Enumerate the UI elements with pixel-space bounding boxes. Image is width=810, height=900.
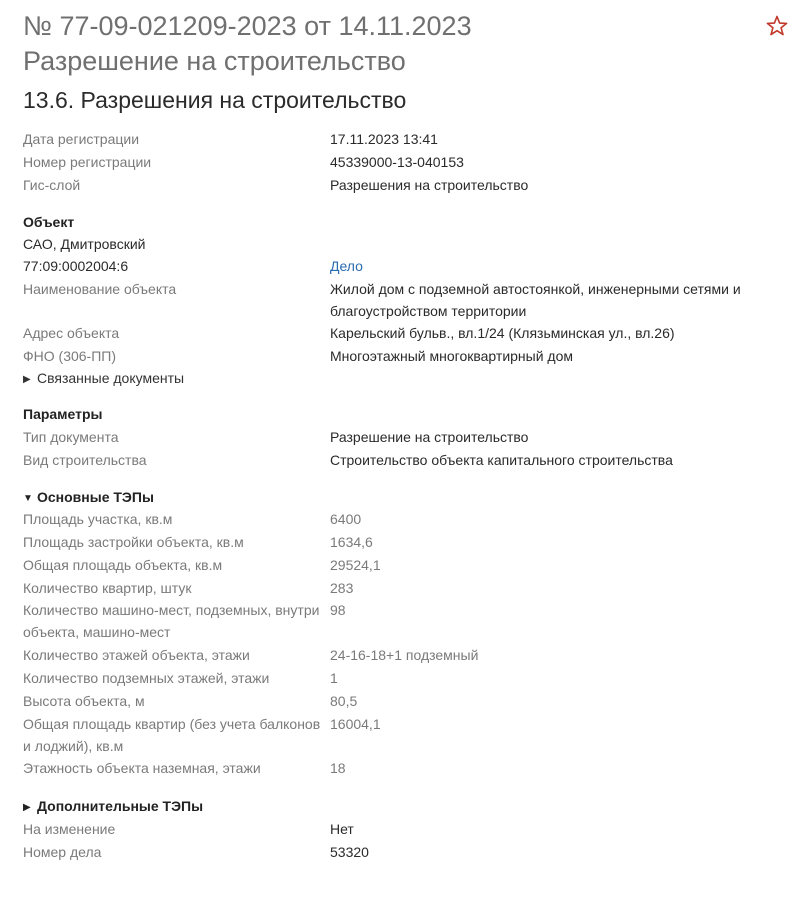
district-value: САО, Дмитровский [23,236,146,252]
document-number-title: № 77-09-021209-2023 от 14.11.2023 [23,11,472,41]
tep-label: Количество квартир, штук [23,580,192,596]
star-outline-icon[interactable] [765,14,789,38]
tep-label: Высота объекта, м [23,693,145,709]
doc-type-value: Разрешение на строительство [330,429,529,445]
extra-teps-toggle[interactable] [23,795,203,819]
change-value: Нет [330,821,354,837]
tep-label: Количество подземных этажей, этажи [23,670,270,686]
object-address-label: Адрес объекта [23,325,120,341]
tep-value: 1634,6 [330,534,373,550]
category-subtitle: 13.6. Разрешения на строительство [23,87,407,113]
tep-value: 6400 [330,511,362,527]
gis-layer-value: Разрешения на строительство [330,177,529,193]
tep-label: Количество этажей объекта, этажи [23,647,250,663]
related-documents-toggle[interactable] [23,367,184,391]
tep-value: 18 [330,760,346,776]
triangle-right-icon: ▶ [23,802,31,813]
tep-label: Общая площадь объекта, кв.м [23,557,223,573]
tep-label: Площадь застройки объекта, кв.м [23,534,244,550]
object-name-label: Наименование объекта [23,281,177,297]
params-section-title: Параметры [23,406,103,422]
main-teps-toggle[interactable] [23,486,154,510]
doc-type-label: Тип документа [23,429,119,445]
construction-type-value: Строительство объекта капитального строительства [330,452,673,468]
tep-value: 24-16-18+1 подземный [330,647,479,663]
tep-value: 283 [330,580,354,596]
object-name-value: Жилой дом с подземной автостоянкой, инженерными сетями и благоустройством территории [330,281,741,319]
construction-type-label: Вид строительства [23,452,147,468]
gis-layer-label: Гис-слой [23,177,81,193]
tep-value: 29524,1 [330,557,381,573]
triangle-down-icon: ▼ [23,493,33,504]
tep-label: Этажность объекта наземная, этажи [23,760,261,776]
related-documents-label: Связанные документы [37,370,185,386]
object-section-title: Объект [23,214,75,230]
tep-value: 1 [330,670,338,686]
case-number-label: Номер дела [23,844,102,860]
registration-date-value: 17.11.2023 13:41 [330,131,438,147]
document-type-title: Разрешение на строительство [23,46,406,76]
registration-number-label: Номер регистрации [23,154,152,170]
main-teps-title: Основные ТЭПы [37,489,154,505]
case-link[interactable]: Дело [330,258,363,274]
case-number-value: 53320 [330,844,369,860]
tep-label: Количество машино-мест, подземных, внутри объекта, машино-мест [23,602,320,640]
tep-value: 80,5 [330,693,358,709]
triangle-right-icon: ▶ [23,374,31,385]
object-address-value: Карельский бульв., вл.1/24 (Клязьминская ул., вл.26) [330,325,675,341]
change-label: На изменение [23,821,116,837]
registration-date-label: Дата регистрации [23,131,140,147]
tep-label: Площадь участка, кв.м [23,511,173,527]
fno-label: ФНО (306-ПП) [23,348,117,364]
tep-value: 98 [330,602,346,618]
extra-teps-title: Дополнительные ТЭПы [37,798,204,814]
registration-number-value: 45339000-13-040153 [330,154,464,170]
cadastral-number: 77:09:0002004:6 [23,258,129,274]
fno-value: Многоэтажный многоквартирный дом [330,348,574,364]
tep-value: 16004,1 [330,716,381,732]
tep-label: Общая площадь квартир (без учета балконов и лоджий), кв.м [23,716,321,754]
